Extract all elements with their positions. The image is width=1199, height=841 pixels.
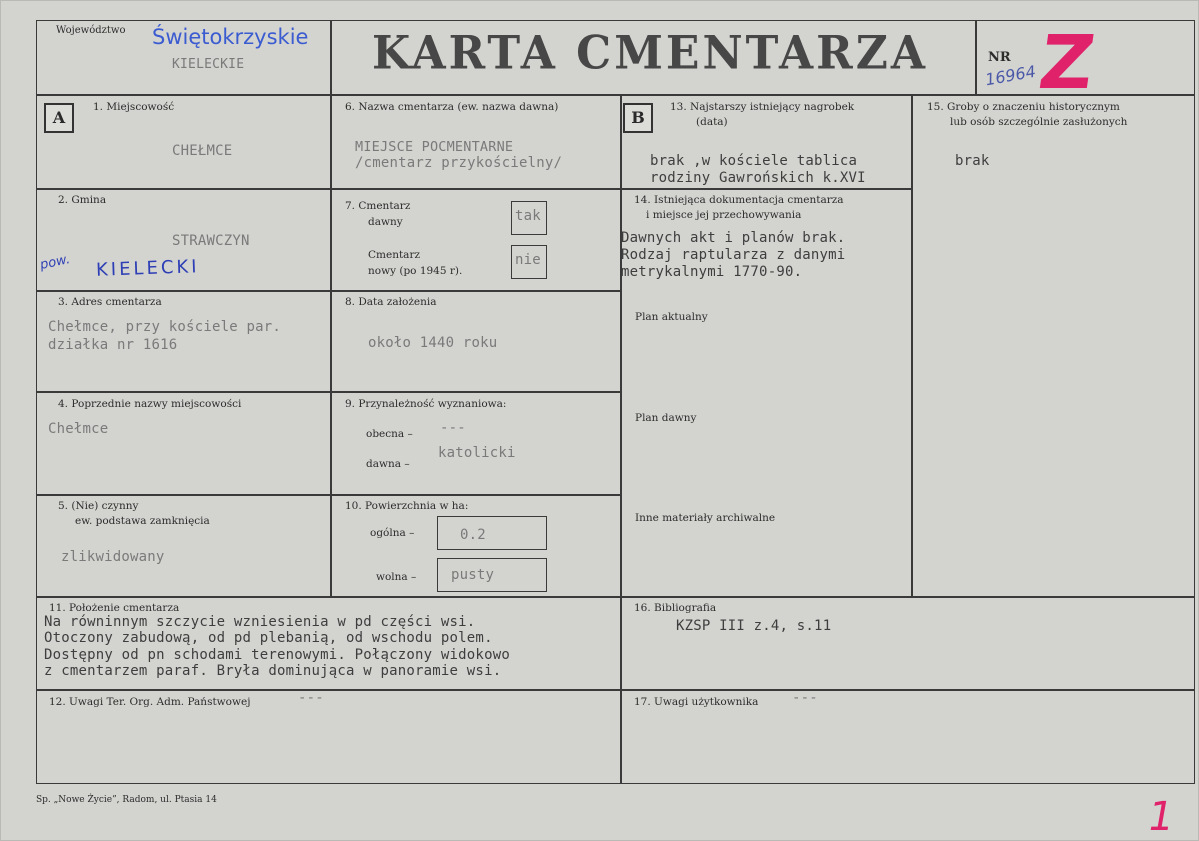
f16-label: 16. Bibliografia: [634, 602, 717, 614]
f3-value-line2: działka nr 1616: [48, 337, 178, 353]
f7-label-3: Cmentarz: [368, 249, 420, 261]
f6-label: 6. Nazwa cmentarza (ew. nazwa dawna): [345, 101, 559, 113]
row-divider-4: [36, 494, 621, 496]
f12-value: ---: [298, 690, 324, 706]
f14-value-3: metrykalnymi 1770-90.: [621, 264, 803, 280]
f3-value-line1: Chełmce, przy kościele par.: [48, 319, 281, 335]
f10-wolna-value: pusty: [451, 567, 495, 583]
f2-label: 2. Gmina: [58, 194, 107, 206]
section-b-box: B: [623, 103, 653, 133]
f10-ogolna-label: ogólna –: [370, 527, 415, 539]
f13-value-2: rodziny Gawrońskich k.XVI: [650, 170, 866, 186]
f11-line3: Dostępny od pn schodami terenowymi. Połączony widokowo: [44, 647, 510, 663]
page-number-mark: 1: [1143, 794, 1178, 840]
f2-value: STRAWCZYN: [172, 233, 250, 249]
f10-ogolna-box: [437, 516, 547, 550]
header-divider: [36, 94, 1194, 96]
red-z-mark: Z: [1033, 20, 1100, 106]
f14-value-2: Rodzaj raptularza z danymi: [621, 247, 846, 263]
row-divider-b: [621, 188, 912, 190]
f14-value-1: Dawnych akt i planów brak.: [621, 230, 846, 246]
f13-value-1: brak ,w kościele tablica: [650, 153, 858, 169]
f17-value: ---: [792, 690, 818, 706]
f11-line4: z cmentarzem paraf. Bryła dominująca w panoramie wsi.: [44, 663, 502, 679]
f1-value: CHEŁMCE: [172, 143, 233, 159]
page-title: KARTA CMENTARZA: [372, 26, 928, 81]
f10-wolna-label: wolna –: [376, 571, 417, 583]
f8-value: około 1440 roku: [368, 335, 498, 351]
section-a-box: A: [44, 103, 74, 133]
f9-obecna-value: ---: [440, 420, 466, 436]
f9-obecna-label: obecna –: [366, 428, 413, 440]
col-divider-3: [911, 95, 913, 598]
f4-value: Chełmce: [48, 421, 109, 437]
f5-label-1: 5. (Nie) czynny: [58, 500, 139, 512]
nr-label: NR: [988, 50, 1011, 65]
header-divider-v2: [975, 20, 977, 95]
wojewodztwo-label: Województwo: [56, 25, 126, 36]
f6-value-line2: /cmentarz przykościelny/: [355, 155, 563, 171]
row-divider-1: [36, 188, 621, 190]
f4-label: 4. Poprzednie nazwy miejscowości: [58, 398, 242, 410]
f7-label-4: nowy (po 1945 r).: [368, 265, 463, 277]
f5-value: zlikwidowany: [61, 549, 165, 565]
f3-label: 3. Adres cmentarza: [58, 296, 162, 308]
f7-dawny-value: tak: [515, 208, 541, 224]
f8-label: 8. Data założenia: [345, 296, 437, 308]
f15-label-2: lub osób szczególnie zasłużonych: [950, 116, 1128, 128]
wojewodztwo-typed: KIELECKIE: [172, 57, 245, 72]
f10-label: 10. Powierzchnia w ha:: [345, 500, 469, 512]
f9-dawna-value: katolicki: [438, 445, 516, 461]
f14-plan-aktualny: Plan aktualny: [635, 311, 708, 323]
f13-label-2: (data): [696, 116, 728, 128]
f2-pow-prefix: pow.: [38, 252, 72, 273]
f15-value: brak: [955, 153, 990, 169]
row-divider-5: [36, 596, 1194, 598]
row-divider-2: [36, 290, 621, 292]
f17-label: 17. Uwagi użytkownika: [634, 696, 759, 708]
f11-line1: Na równinnym szczycie wzniesienia w pd części wsi.: [44, 614, 476, 630]
f14-label-1: 14. Istniejąca dokumentacja cmentarza: [634, 194, 844, 206]
wojewodztwo-stamp: Świętokrzyskie: [152, 25, 309, 49]
f9-dawna-label: dawna –: [366, 458, 410, 470]
f14-plan-dawny: Plan dawny: [635, 412, 697, 424]
f12-label: 12. Uwagi Ter. Org. Adm. Państwowej: [49, 696, 251, 708]
f14-inne: Inne materiały archiwalne: [635, 512, 776, 524]
f7-nowy-value: nie: [515, 252, 541, 268]
f15-label-1: 15. Groby o znaczeniu historycznym: [927, 101, 1120, 113]
f16-value: KZSP III z.4, s.11: [676, 618, 832, 634]
f6-value-line1: MIEJSCE POCMENTARNE: [355, 139, 514, 155]
col-divider-1: [330, 95, 332, 598]
f7-label-1: 7. Cmentarz: [345, 200, 411, 212]
nr-handwritten: 16964: [983, 61, 1038, 90]
f2-pow-value: KIELECKI: [95, 256, 200, 281]
row-divider-6: [36, 689, 1194, 691]
f14-label-2: i miejsce jej przechowywania: [646, 209, 802, 221]
f7-label-2: dawny: [368, 216, 403, 228]
f11-label: 11. Położenie cmentarza: [49, 602, 180, 614]
printer-imprint: Sp. „Nowe Życie”, Radom, ul. Ptasia 14: [36, 795, 217, 805]
row-divider-3: [36, 391, 621, 393]
f11-line2: Otoczony zabudową, od pd plebanią, od wschodu polem.: [44, 630, 493, 646]
col-divider-2: [620, 95, 622, 783]
f9-label: 9. Przynależność wyznaniowa:: [345, 398, 507, 410]
f5-label-2: ew. podstawa zamknięcia: [75, 515, 210, 527]
f10-ogolna-value: 0.2: [460, 527, 486, 543]
header-divider-v1: [330, 20, 332, 95]
f13-label-1: 13. Najstarszy istniejący nagrobek: [670, 101, 855, 113]
f1-label: 1. Miejscowość: [93, 101, 175, 113]
